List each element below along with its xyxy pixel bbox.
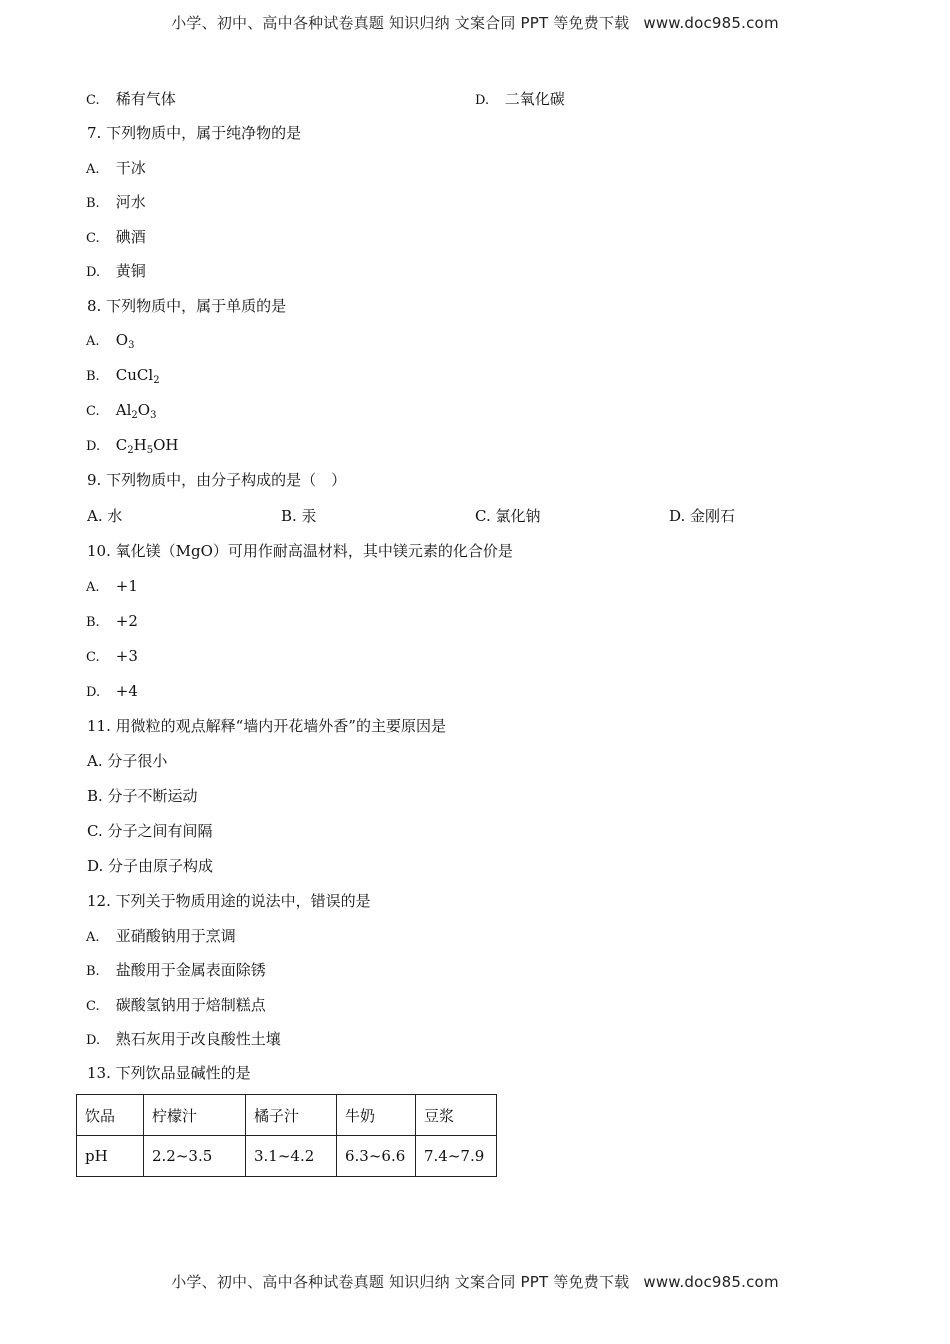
table-cell: 饮品 [77, 1095, 144, 1136]
table-row [77, 1095, 497, 1136]
table-cell: 橘子汁 [246, 1095, 337, 1136]
q12-option-a: A. 亚硝酸钠用于烹调 [86, 927, 236, 945]
q8-option-a: A. $O_3$ [86, 331, 135, 351]
q7-option-d: D. 黄铜 [86, 262, 146, 280]
ph-table [76, 1094, 497, 1177]
q6-option-d: D. 二氧化碳 [475, 90, 565, 108]
table-cell: 2.2~3.5 [144, 1136, 246, 1177]
q10-option-d: D. +4 [86, 682, 138, 700]
table-cell: 牛奶 [337, 1095, 416, 1136]
page-footer [0, 1271, 950, 1292]
table-cell: 6.3~6.6 [337, 1136, 416, 1177]
q8-option-d: D. $C_2H_5OH$ [86, 436, 179, 456]
q9-option-a: A. 水 [87, 507, 123, 525]
q10-option-b: B. +2 [86, 612, 138, 630]
table-row [77, 1136, 497, 1177]
q10-option-c: C. +3 [86, 647, 138, 665]
q11-option-b: B. 分子不断运动 [87, 787, 198, 805]
q8-option-c: C. $Al_2O_3$ [86, 401, 157, 421]
q7-option-a: A. 干冰 [86, 159, 146, 177]
q10-option-a: A. +1 [86, 577, 138, 595]
table-cell: 7.4~7.9 [416, 1136, 497, 1177]
footer-url[interactable]: www.doc985.com [643, 1273, 779, 1291]
q7-option-c: C. 碘酒 [86, 228, 146, 246]
page-header [0, 12, 950, 33]
q7-stem: 7. 下列物质中，属于纯净物的是 [87, 124, 302, 142]
header-url[interactable]: www.doc985.com [643, 14, 779, 32]
q12-option-b: B. 盐酸用于金属表面除锈 [86, 961, 266, 979]
table-cell: pH [77, 1136, 144, 1177]
table-cell: 3.1~4.2 [246, 1136, 337, 1177]
table-cell: 豆浆 [416, 1095, 497, 1136]
q11-option-d: D. 分子由原子构成 [87, 857, 214, 875]
table-cell: 柠檬汁 [144, 1095, 246, 1136]
q10-stem: 10. 氧化镁（MgO）可用作耐高温材料，其中镁元素的化合价是 [87, 542, 513, 560]
q11-stem: 11. 用微粒的观点解释“墙内开花墙外香”的主要原因是 [87, 717, 446, 735]
q12-stem: 12. 下列关于物质用途的说法中，错误的是 [87, 892, 371, 910]
q9-stem: 9. 下列物质中，由分子构成的是（ ） [87, 471, 347, 489]
header-text: 小学、初中、高中各种试卷真题 知识归纳 文案合同 PPT 等免费下载 [171, 14, 630, 32]
q7-option-b: B. 河水 [86, 193, 146, 211]
q9-option-b: B. 汞 [281, 507, 317, 525]
q9-option-c: C. 氯化钠 [475, 507, 541, 525]
q8-option-b: B. CuCl$_2$ [86, 366, 160, 386]
footer-text: 小学、初中、高中各种试卷真题 知识归纳 文案合同 PPT 等免费下载 [171, 1273, 630, 1291]
q11-option-c: C. 分子之间有间隔 [87, 822, 213, 840]
q6-option-c: C. 稀有气体 [86, 90, 176, 108]
q13-stem: 13. 下列饮品显碱性的是 [87, 1064, 251, 1082]
q11-option-a: A. 分子很小 [87, 752, 168, 770]
q9-option-d: D. 金刚石 [669, 507, 736, 525]
q12-option-c: C. 碳酸氢钠用于焙制糕点 [86, 996, 266, 1014]
q12-option-d: D. 熟石灰用于改良酸性土壤 [86, 1030, 281, 1048]
q8-stem: 8. 下列物质中，属于单质的是 [87, 297, 287, 315]
